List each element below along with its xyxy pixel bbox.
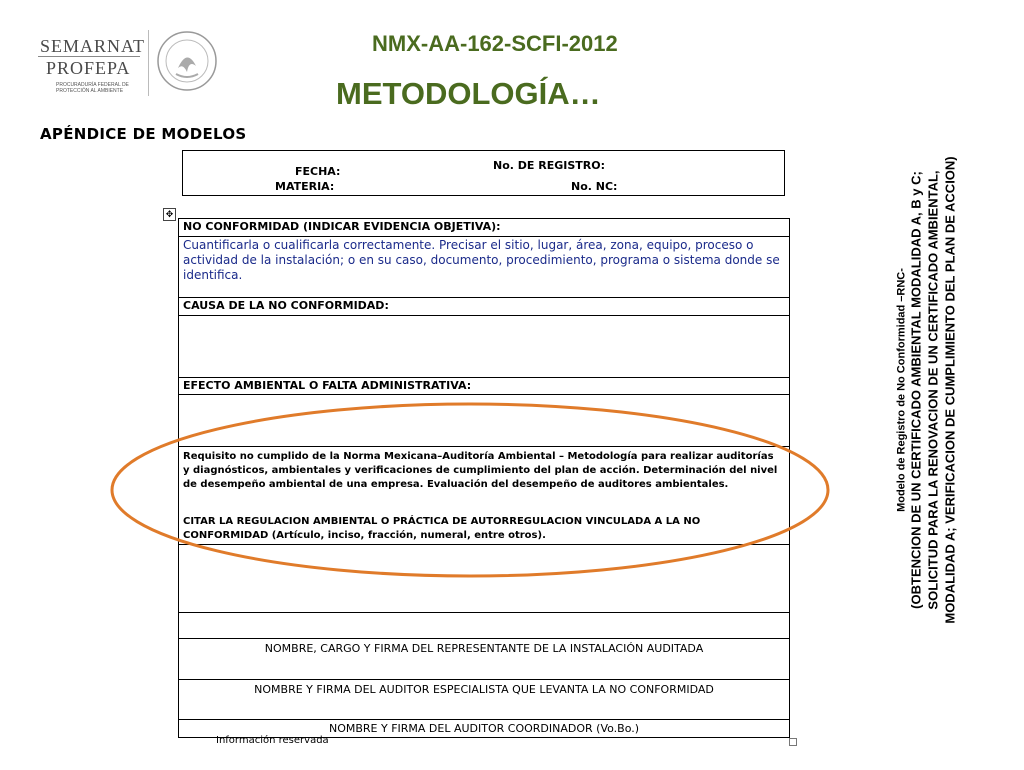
mexico-seal-icon xyxy=(156,30,218,92)
semarnat-profepa-logo xyxy=(38,30,218,100)
fecha-label: FECHA: xyxy=(295,165,341,178)
table-move-handle-icon[interactable]: ✥ xyxy=(163,208,176,221)
page-title: METODOLOGÍA… xyxy=(336,76,601,111)
row-divider xyxy=(179,638,789,639)
registro-label: No. DE REGISTRO: xyxy=(493,159,605,172)
nc-label: No. NC: xyxy=(571,180,618,193)
requirement-text: Requisito no cumplido de la Norma Mexicana–Auditoría Ambiental – Metodología para realizar auditorías y diagnósticos, ambientales y verificaciones de cumplimiento del plan de acción. Determinación del nivel de desempeño ambiental de una empresa. Evaluación del desempeño de auditores ambientales. xyxy=(183,451,778,490)
row-divider xyxy=(179,679,789,680)
row-divider xyxy=(179,719,789,720)
logo-semarnat: SEMARNAT xyxy=(40,36,146,56)
signature-auditor-coordinator: NOMBRE Y FIRMA DEL AUDITOR COORDINADOR (Vo.Bo.) xyxy=(328,722,640,735)
row-divider xyxy=(179,612,789,613)
footer-note: Información reservada xyxy=(216,735,329,746)
cite-regulation-text: CITAR LA REGULACION AMBIENTAL O PRÁCTICA DE AUTORREGULACION VINCULADA A LA NO CONFORMIDAD (Artículo, inciso, fracción, numeral, entre otros). xyxy=(183,516,701,541)
cause-header: CAUSA DE LA NO CONFORMIDAD: xyxy=(179,298,789,316)
section-heading: APÉNDICE DE MODELOS xyxy=(40,125,247,143)
side-caption-line1: (OBTENCION DE UN CERTIFICADO AMBIENTAL MODALIDAD A, B y C; xyxy=(908,171,924,609)
logo-divider xyxy=(38,56,140,57)
nonconformity-header: NO CONFORMIDAD (INDICAR EVIDENCIA OBJETIVA): xyxy=(179,219,789,237)
table-resize-handle-icon[interactable] xyxy=(789,738,797,746)
materia-label: MATERIA: xyxy=(275,180,335,193)
norm-code: NMX-AA-162-SCFI-2012 xyxy=(372,31,618,56)
logo-separator xyxy=(148,30,149,96)
nonconformity-instructions: Cuantificarla o cualificarla correctamente. Precisar el sitio, lugar, área, zona, equipo, proceso o actividad de la instalación; o en su caso, documento, procedimiento, programa o sistema donde se identifica. xyxy=(183,238,780,282)
side-caption-model: Modelo de Registro de No Conformidad –RNC- xyxy=(895,268,908,512)
signature-auditor-specialist: NOMBRE Y FIRMA DEL AUDITOR ESPECIALISTA QUE LEVANTA LA NO CONFORMIDAD xyxy=(254,683,714,696)
logo-profepa: PROFEPA xyxy=(46,58,131,78)
logo-subtitle: PROCURADURÍA FEDERAL DE PROTECCIÓN AL AMBIENTE xyxy=(56,82,129,94)
side-caption xyxy=(896,10,959,770)
form-header-box xyxy=(182,150,785,196)
signature-representative: NOMBRE, CARGO Y FIRMA DEL REPRESENTANTE DE LA INSTALACIÓN AUDITADA xyxy=(264,642,704,655)
side-caption-line3: MODALIDAD A; VERIFICACION DE CUMPLIMIENTO DEL PLAN DE ACCION) xyxy=(942,156,958,624)
side-caption-line2: SOLICITUD PARA LA RENOVACION DE UN CERTIFICADO AMBIENTAL, xyxy=(925,170,941,610)
effect-header: EFECTO AMBIENTAL O FALTA ADMINISTRATIVA: xyxy=(179,378,789,395)
highlight-ellipse xyxy=(107,400,833,580)
